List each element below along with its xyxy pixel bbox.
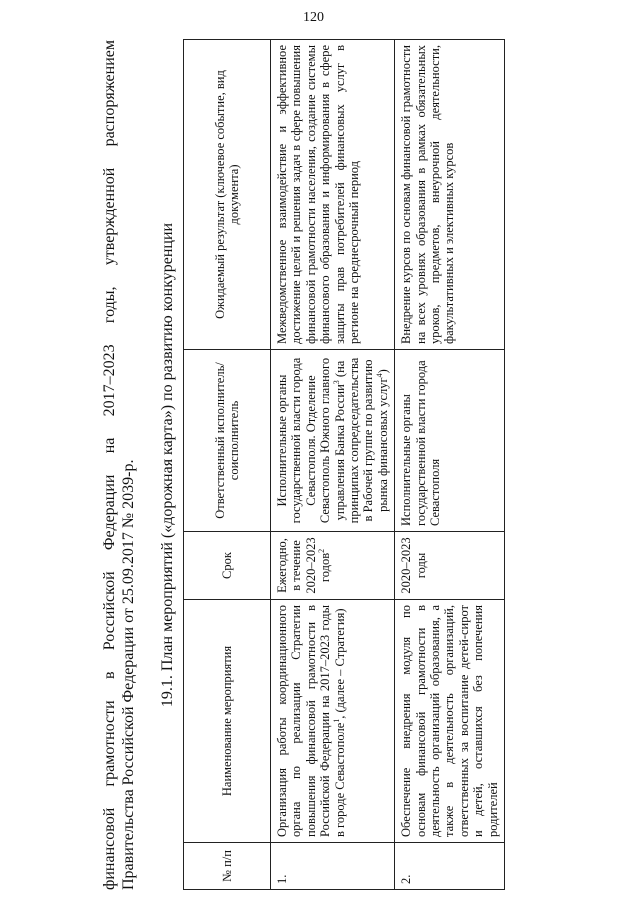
table-header-row [184,40,271,890]
row-2-result: Внедрение курсов по основам финансовой грамотности на всех уровнях образования в рамках обязательных уроков, предметов, внеурочной деятельности, факультативных и элективных курсов [395,40,505,350]
measures-table [183,39,505,890]
intro-paragraph [100,40,138,890]
row-1-name-text: Организация работы координационного органа по реализации Стратегии повышения финансовой грамотности в Российской Федерации на 2017–2023 годы в городе Севастополе [275,605,347,837]
section-title: 19.1. План мероприятий («дорожная карта») по развитию конкуренции [159,222,176,708]
header-term: Срок [184,532,271,600]
page-number: 120 [303,10,324,25]
row-1-executor-text: Исполнительные органы государственной власти города Севастополя. Отделение Севастополь Южного главного управления Банка России [275,357,347,524]
row-1-executor [271,350,395,532]
table-row [395,40,505,890]
row-2-term: 2020–2023 годы [395,532,505,600]
row-1-result: Межведомственное взаимодействие и эффективное достижение целей и решения задач в сфере повышения финансовой грамотности населения, создание системы финансового образования и информирования в сфере защиты прав потребителей финансовых услуг в регионе на среднесрочный период [271,40,395,350]
header-num: № п/п [184,843,271,890]
footnote-ref-4: 4 [374,373,384,378]
row-1-executor-tail: ) [375,369,390,374]
row-1-term [271,532,395,600]
header-executor: Ответственный исполнитель/ соисполнитель [184,350,271,532]
footnote-ref-2: 2 [317,548,327,553]
intro-line-2: Правительства Российской Федерации от 25.09.2017 № 2039-р. [120,459,137,890]
row-1-name [271,600,395,843]
row-2-name: Обеспечение внедрения модуля по основам финансовой грамотности в деятельность организаций образования, а также в деятельность организаций, ответственных за воспитание детей-сирот и детей, оставшихся без попечения родителей [395,600,505,843]
row-1-executor-mid: (на принципах сопредседательства в Рабочей группе по развитию рынка финансовых услуг [332,357,390,524]
header-name: Наименование мероприятия [184,600,271,843]
intro-line-1: финансовой грамотности в Российской Федерации на 2017–2023 годы, утвержденной распоряжением [101,40,118,890]
row-2-num: 2. [395,843,505,890]
row-1-term-text: Ежегодно, в течение 2020–2023 годов [275,537,333,594]
footnote-ref-1: 1 [331,718,341,723]
rotated-content [100,40,520,890]
row-1-name-tail: , (далее – Стратегия) [332,608,347,719]
footnote-ref-3: 3 [331,380,341,385]
row-1-num: 1. [271,843,395,890]
header-result: Ожидаемый результат (ключевое событие, вид документа) [184,40,271,350]
row-2-executor: Исполнительные органы государственной власти города Севастополя [395,350,505,532]
table-row [271,40,395,890]
